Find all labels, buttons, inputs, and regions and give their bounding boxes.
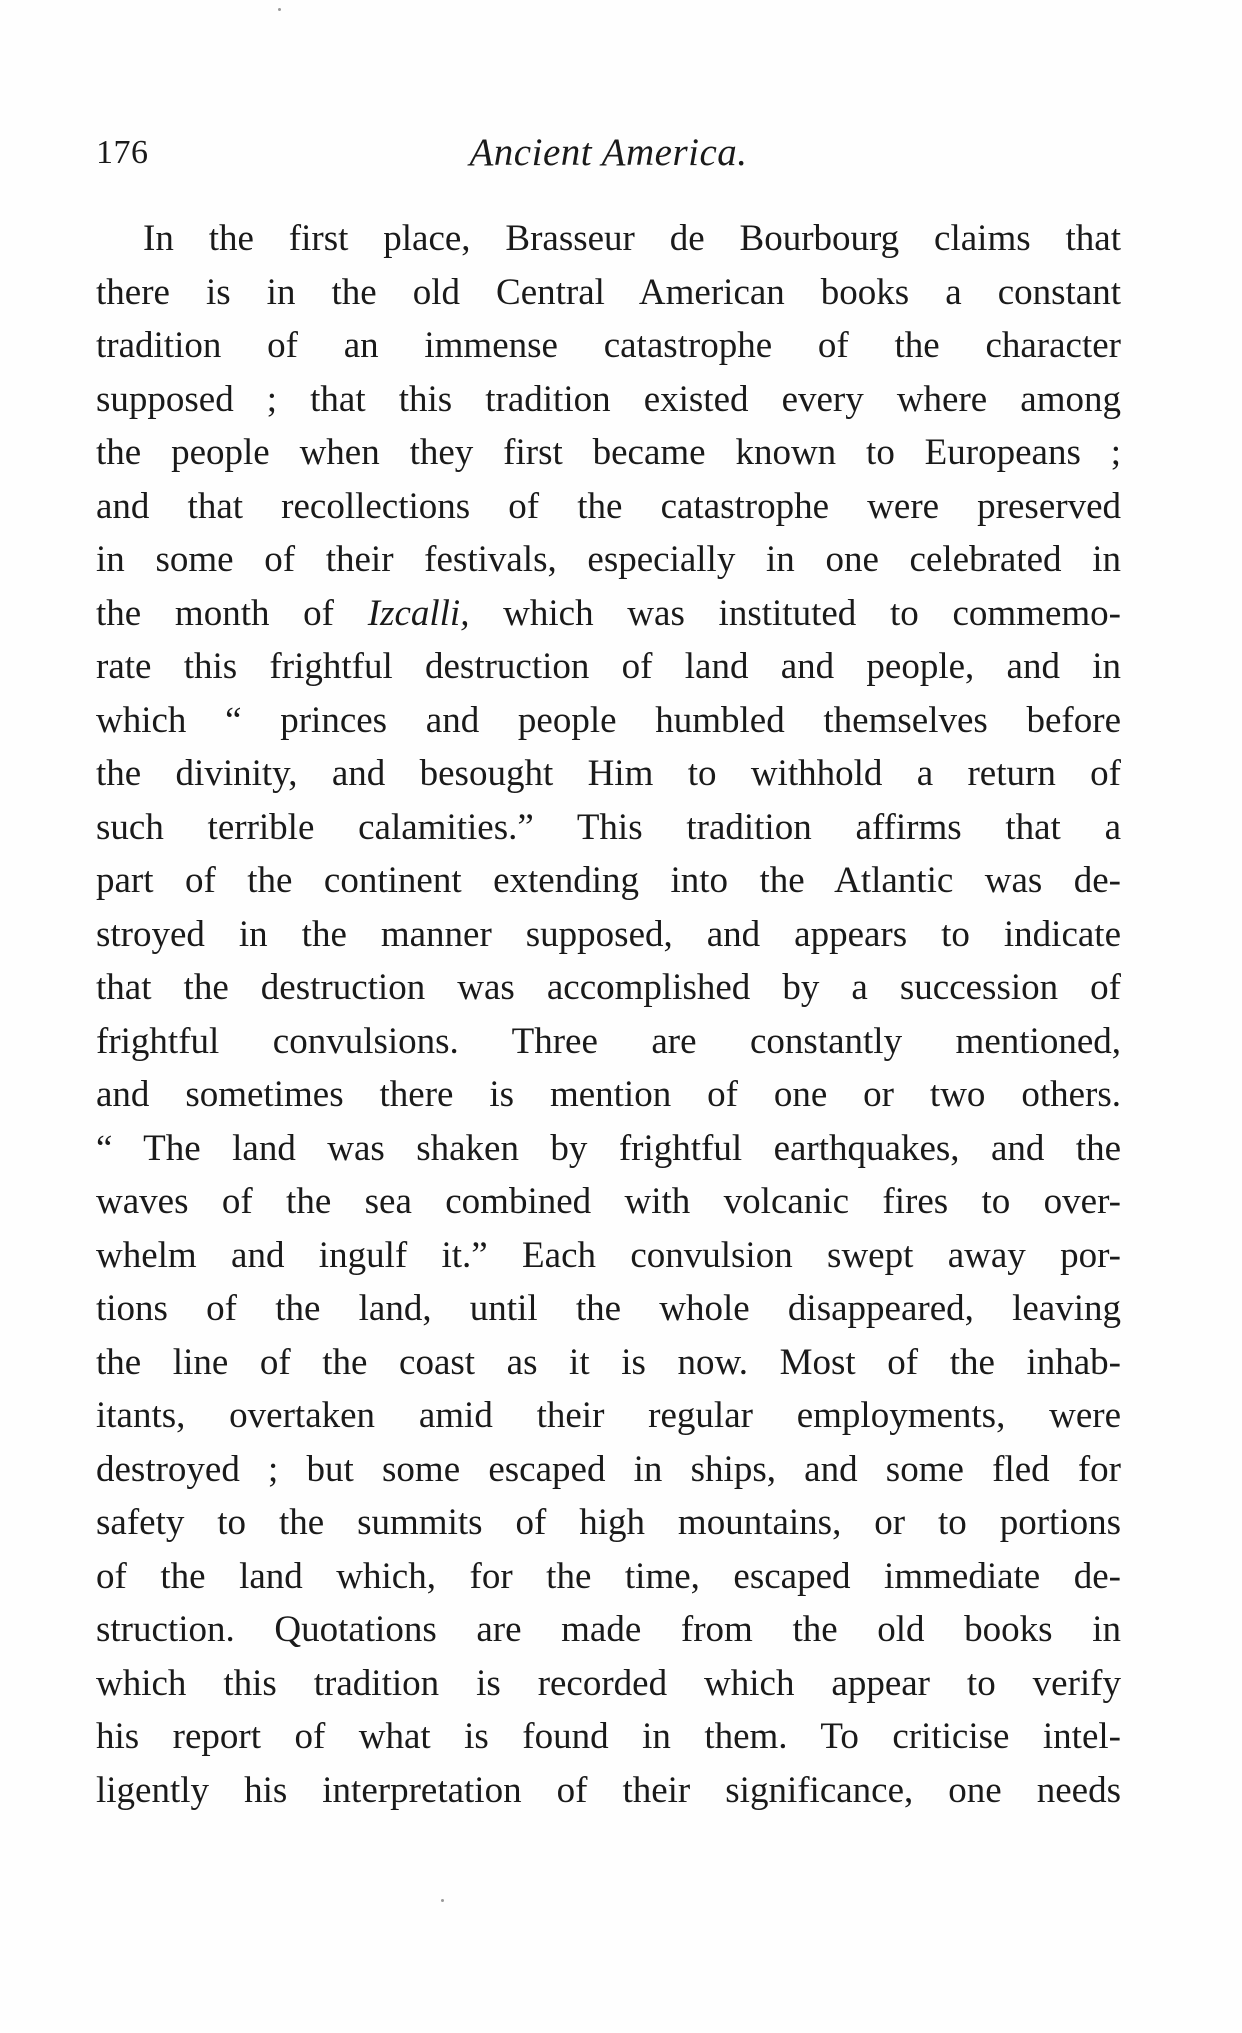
running-title: Ancient America. [469,131,748,174]
text-line: tradition of an immense catastrophe of the character [96,325,1121,366]
text-line: there is in the old Central American books a constant [96,271,1121,313]
print-speck [278,8,281,11]
text-line: ligently his interpretation of their significance, one needs [96,1769,1121,1811]
text-line: the line of the coast as it is now. Most of the inhab- [96,1341,1121,1383]
page-number: 176 [96,134,149,171]
text-line: of the land which, for the time, escaped immediate de- [96,1555,1121,1597]
text-line: in some of their festivals, especially in one celebrated in [96,539,1121,580]
page-header [96,128,1121,178]
text-line: whelm and ingulf it.” Each convulsion swept away por- [96,1234,1121,1276]
text-line: that the destruction was accomplished by a succession of [96,967,1121,1008]
text-line: such terrible calamities.” This tradition affirms that a [96,806,1121,848]
text-line: and that recollections of the catastrophe were preserved [96,485,1121,527]
text-line: frightful convulsions. Three are constantly mentioned, [96,1020,1121,1062]
text-line: safety to the summits of high mountains, or to portions [96,1502,1121,1543]
text-line: rate this frightful destruction of land and people, and in [96,646,1121,687]
text-line: stroyed in the manner supposed, and appears to indicate [96,913,1121,955]
text-line: destroyed ; but some escaped in ships, and some fled for [96,1448,1121,1490]
text-line: his report of what is found in them. To criticise intel- [96,1716,1121,1757]
text-line: waves of the sea combined with volcanic fires to over- [96,1181,1121,1222]
text-line: In the first place, Brasseur de Bourbourg claims that [143,218,1121,259]
text-line: “ The land was shaken by frightful earthquakes, and the [96,1127,1121,1169]
text-line: part of the continent extending into the Atlantic was de- [96,860,1121,901]
text-line: which “ princes and people humbled themselves before [96,699,1121,741]
text-line: the people when they first became known to Europeans ; [96,432,1121,473]
text-segment: which was instituted to commemo- [469,592,1121,634]
print-speck [441,1899,444,1902]
body-paragraph [96,212,1121,1817]
text-line: struction. Quotations are made from the old books in [96,1609,1121,1650]
text-line: tions of the land, until the whole disappeared, leaving [96,1288,1121,1329]
italic-term: Izcalli, [367,592,470,634]
text-line: the divinity, and besought Him to withhold a return of [96,753,1121,794]
text-segment: the month of [96,592,368,634]
text-line: itants, overtaken amid their regular employments, were [96,1395,1121,1436]
text-line-with-italic [96,587,1121,641]
text-line: supposed ; that this tradition existed every where among [96,378,1121,420]
text-line: which this tradition is recorded which appear to verify [96,1662,1121,1704]
text-line: and sometimes there is mention of one or two others. [96,1074,1121,1115]
